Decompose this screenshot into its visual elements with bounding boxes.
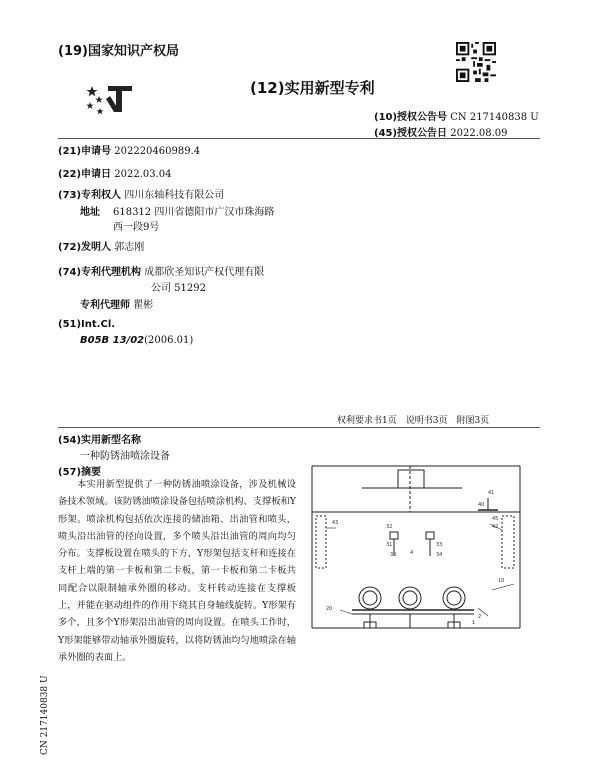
- agent-row: [80, 296, 153, 311]
- inventor: 郭志刚: [114, 242, 145, 253]
- figure-reference-numeral: 32: [386, 524, 393, 530]
- patentee-row: [58, 186, 224, 201]
- inventor-row: [58, 238, 144, 253]
- figure-reference-numeral: 34: [436, 552, 443, 558]
- application-number: 202220460989.4: [114, 146, 201, 157]
- side-publication-number: CN 217140838 U: [40, 675, 50, 755]
- application-date: 2022.03.04: [114, 169, 172, 180]
- application-date-row: [58, 165, 172, 180]
- agent: 瞿彬: [133, 300, 154, 311]
- abstract-text: 本实用新型提供了一种防锈油喷涂设备，涉及机械设备技术领域。该防锈油喷涂设备包括喷涂机构、支撑板和Y形架。喷涂机构包括依次连接的储油箱、出油管和喷头，喷头沿出油管的径向设置，多个喷头沿出油管的周向均匀分布。支撑板设置在喷头的下方，Y形架包括支杆和连接在支杆上端的第一卡板和第二卡板，第一卡板和第二卡板共同配合以限制轴承外圈的移动。支杆转动连接在支撑板上，并能在驱动组件的作用下绕其自身轴线旋转。Y形架有多个，且多个Y形架沿出油管的周向设置。在喷头工作时，Y形架能够带动轴承外圈旋转，以将防锈油均匀地喷涂在轴承外圈的表面上。: [58, 479, 296, 663]
- patentee: 四川东轴科技有限公司: [124, 190, 225, 201]
- figure-reference-numeral: 40: [478, 502, 485, 508]
- publication-date-row: [374, 124, 508, 139]
- address-label: 地址: [80, 207, 100, 218]
- figure-reference-numeral: 30: [390, 552, 397, 558]
- publication-number: CN 217140838 U: [450, 112, 539, 123]
- figure-reference-numeral: 20: [326, 606, 333, 612]
- qr-code-icon: [456, 42, 496, 82]
- publication-number-label: (10)授权公告号: [374, 112, 448, 123]
- title-label: (54)实用新型名称: [58, 435, 142, 446]
- figure-reference-numeral: 42: [492, 524, 499, 530]
- address-line-2: 西一段9号: [113, 222, 160, 233]
- patentee-label: (73)专利权人: [58, 190, 122, 201]
- agency-line-2: 公司 51292: [151, 283, 206, 294]
- publication-date-label: (45)授权公告日: [374, 128, 448, 139]
- intcl-row: [80, 335, 193, 346]
- figure-reference-numeral: 45: [492, 516, 499, 522]
- section-divider: [58, 427, 540, 428]
- agency-line-1: 成都欣圣知识产权代理有限: [144, 267, 265, 278]
- agency-row: [58, 263, 264, 278]
- application-number-row: [58, 142, 200, 157]
- document-type: (12)实用新型专利: [250, 79, 375, 97]
- agent-label: 专利代理师: [80, 300, 130, 311]
- intcl-label: (51)Int.Cl.: [58, 319, 116, 330]
- abstract-figure: [302, 458, 534, 638]
- abstract-label: (57)摘要: [58, 467, 102, 478]
- figure-reference-numeral: 1: [472, 620, 476, 626]
- inventor-label: (72)发明人: [58, 242, 112, 253]
- figure-reference-numeral: 41: [488, 490, 495, 496]
- office-name: (19)国家知识产权局: [58, 44, 179, 59]
- intcl-edition: (2006.01): [144, 335, 194, 346]
- figure-reference-numeral: 10: [498, 578, 505, 584]
- application-date-label: (22)申请日: [58, 169, 112, 180]
- intcl-value: B05B 13/02: [80, 335, 145, 346]
- figure-reference-numeral: 33: [436, 542, 443, 548]
- utility-model-title: 一种防锈油喷涂设备: [80, 451, 170, 462]
- figure-reference-numeral: 31: [386, 542, 393, 548]
- header-divider: [58, 138, 540, 139]
- application-number-label: (21)申请号: [58, 146, 112, 157]
- address-line-1: 618312 四川省德阳市广汉市珠海路: [113, 207, 275, 218]
- figure-reference-numeral: 43: [332, 520, 339, 526]
- pages-info: 权利要求书1页 说明书3页 附图3页: [337, 416, 490, 426]
- publication-number-row: [374, 108, 539, 123]
- publication-date: 2022.08.09: [450, 128, 508, 139]
- agency-label: (74)专利代理机构: [58, 267, 142, 278]
- figure-reference-numeral: 4: [410, 550, 414, 556]
- figure-reference-numeral: 2: [478, 614, 482, 620]
- office-emblem: [86, 82, 134, 116]
